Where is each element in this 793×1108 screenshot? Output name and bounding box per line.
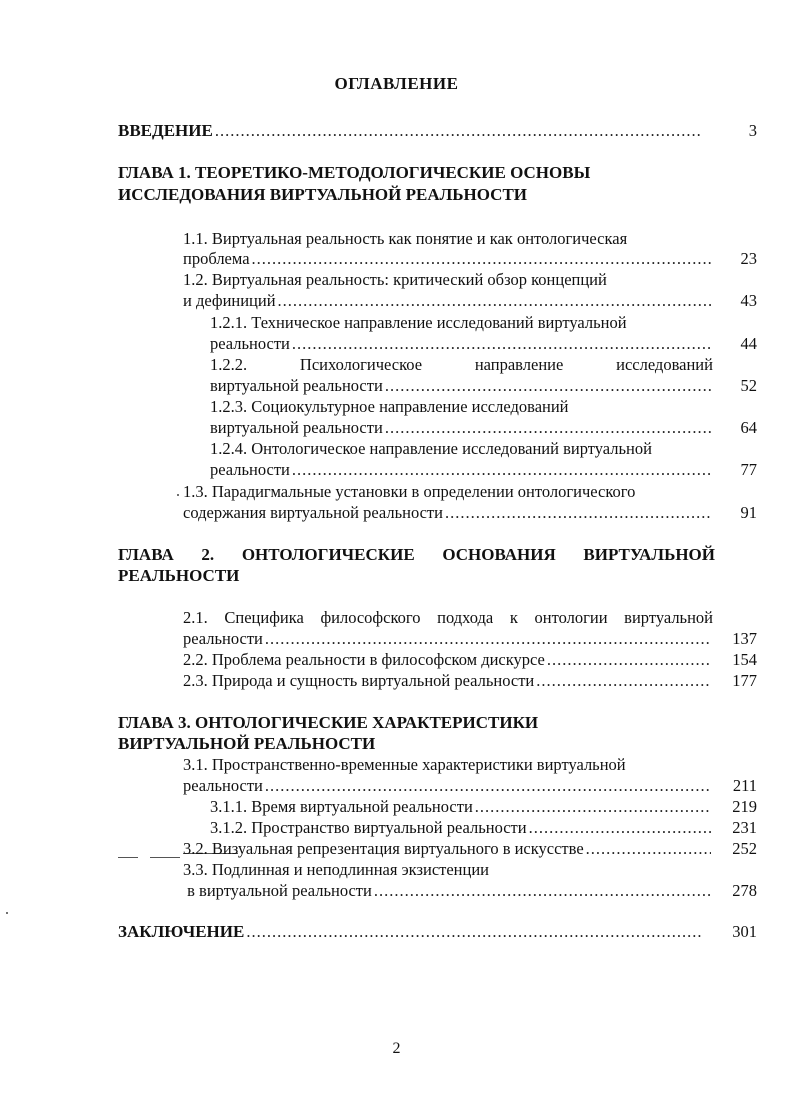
- toc-3-1-2-page: 231: [732, 818, 757, 837]
- leader-dots: [292, 333, 711, 354]
- word: ОНТОЛОГИЧЕСКИЕ: [241, 545, 415, 564]
- chapter1-heading-line1: ГЛАВА 1. ТЕОРЕТИКО-МЕТОДОЛОГИЧЕСКИЕ ОСНОВЫ: [118, 163, 591, 182]
- leader-dots: [278, 290, 711, 311]
- toc-2-1-line2: реальности: [183, 629, 263, 648]
- toc-row-1-2-4[interactable]: [210, 459, 713, 480]
- word: ОСНОВАНИЯ: [442, 545, 556, 564]
- toc-row-2-3[interactable]: [183, 670, 713, 691]
- toc-2-3-text: 2.3. Природа и сущность виртуальной реальности: [183, 671, 535, 690]
- toc-3-1-1-text: 3.1.1. Время виртуальной реальности: [210, 797, 473, 816]
- toc-1-1-page: 23: [740, 249, 757, 268]
- toc-2-2-text: 2.2. Проблема реальности в философском дискурсе: [183, 650, 545, 669]
- chapter2-heading-line1: [118, 544, 715, 565]
- leader-dots: [246, 921, 703, 942]
- toc-3-2-text: 3.2. Визуальная репрезентация виртуального в искусстве: [183, 839, 584, 858]
- toc-1-1-line1: 1.1. Виртуальная реальность как понятие и как онтологическая: [183, 229, 628, 248]
- intro-page: 3: [748, 121, 757, 140]
- toc-1-3-page: 91: [740, 503, 757, 522]
- leader-dots: [252, 248, 711, 269]
- toc-3-1-page: 211: [732, 776, 757, 795]
- toc-1-1-line2: проблема: [183, 249, 250, 268]
- leader-dots: [215, 120, 701, 141]
- word: направление: [474, 355, 564, 374]
- toc-1-3-line2: содержания виртуальной реальности: [183, 503, 443, 522]
- toc-2-1-line1: [183, 607, 713, 628]
- toc-row-1-2-2[interactable]: [210, 375, 713, 396]
- leader-dots: [265, 628, 711, 649]
- toc-1-2-3-line2: виртуальной реальности: [210, 418, 383, 437]
- toc-1-2-4-line2: реальности: [210, 460, 290, 479]
- intro-label: ВВЕДЕНИЕ: [118, 121, 213, 140]
- toc-3-1-line2: реальности: [183, 776, 263, 795]
- chapter1-heading-line2: ИССЛЕДОВАНИЯ ВИРТУАЛЬНОЙ РЕАЛЬНОСТИ: [118, 185, 528, 204]
- leader-dots: [547, 649, 711, 670]
- toc-1-2-3-line1: 1.2.3. Социокультурное направление исследований: [210, 397, 569, 416]
- page-title: ОГЛАВЛЕНИЕ: [334, 74, 459, 93]
- toc-1-2-1-page: 44: [740, 334, 757, 353]
- toc-row-3-3[interactable]: [183, 880, 713, 901]
- leader-dots: [385, 417, 711, 438]
- word: 2.: [201, 545, 215, 564]
- toc-1-2-1-line2: реальности: [210, 334, 290, 353]
- toc-1-2-4-page: 77: [740, 460, 757, 479]
- word: ВИРТУАЛЬНОЙ: [583, 545, 715, 564]
- toc-3-1-line1: 3.1. Пространственно-временные характеристики виртуальной: [183, 755, 626, 774]
- toc-1-2-2-line1: [210, 354, 713, 375]
- leader-dots: [385, 375, 711, 396]
- word: подхода: [437, 608, 494, 627]
- scan-mark: [150, 857, 180, 858]
- chapter3-heading-line2: ВИРТУАЛЬНОЙ РЕАЛЬНОСТИ: [118, 734, 376, 753]
- toc-1-2-2-page: 52: [740, 376, 757, 395]
- toc-1-2-page: 43: [740, 291, 757, 310]
- leader-dots: [529, 817, 711, 838]
- leader-dots: [536, 670, 711, 691]
- toc-3-2-page: 252: [732, 839, 757, 858]
- scan-mark: [118, 857, 138, 858]
- word: Специфика: [224, 608, 304, 627]
- toc-row-3-1-1[interactable]: [210, 796, 713, 817]
- word: виртуальной: [624, 608, 713, 627]
- chapter3-heading-line1: ГЛАВА 3. ОНТОЛОГИЧЕСКИЕ ХАРАКТЕРИСТИКИ: [118, 713, 539, 732]
- toc-1-2-3-page: 64: [740, 418, 757, 437]
- toc-1-2-4-line1: 1.2.4. Онтологическое направление исследований виртуальной: [210, 439, 652, 458]
- word: исследований: [616, 355, 713, 374]
- toc-row-intro[interactable]: [118, 120, 703, 141]
- scan-speck: [6, 912, 8, 914]
- toc-1-2-line1: 1.2. Виртуальная реальность: критический обзор концепций: [183, 270, 607, 289]
- toc-3-1-2-text: 3.1.2. Пространство виртуальной реальности: [210, 818, 527, 837]
- word: ГЛАВА: [118, 545, 174, 564]
- word: 2.1.: [183, 608, 208, 627]
- toc-row-3-1[interactable]: [183, 775, 713, 796]
- toc-row-2-2[interactable]: [183, 649, 713, 670]
- toc-1-3-line1: 1.3. Парадигмальные установки в определении онтологического: [183, 482, 636, 501]
- word: к: [509, 608, 518, 627]
- leader-dots: [265, 775, 711, 796]
- toc-2-3-page: 177: [732, 671, 757, 690]
- word: Психологическое: [299, 355, 423, 374]
- word: онтологии: [534, 608, 608, 627]
- leader-dots: [586, 838, 711, 859]
- toc-row-1-2-3[interactable]: [210, 417, 713, 438]
- toc-row-1-2[interactable]: [183, 290, 713, 311]
- word: 1.2.2.: [210, 355, 248, 374]
- toc-row-1-1[interactable]: [183, 248, 713, 269]
- leader-dots: [475, 796, 711, 817]
- toc-1-2-2-line2: виртуальной реальности: [210, 376, 383, 395]
- toc-2-2-page: 154: [732, 650, 757, 669]
- toc-row-conclusion[interactable]: [118, 921, 705, 942]
- leader-dots: [445, 502, 711, 523]
- leader-dots: [374, 880, 711, 901]
- toc-row-2-1[interactable]: [183, 628, 713, 649]
- word: философского: [320, 608, 421, 627]
- conclusion-page: 301: [732, 922, 757, 941]
- page-number: 2: [392, 1040, 401, 1057]
- toc-row-1-3[interactable]: [183, 502, 713, 523]
- toc-3-1-1-page: 219: [732, 797, 757, 816]
- toc-3-3-line1: 3.3. Подлинная и неподлинная экзистенции: [183, 860, 489, 879]
- toc-row-3-1-2[interactable]: [210, 817, 713, 838]
- leader-dots: [292, 459, 711, 480]
- toc-3-3-page: 278: [732, 881, 757, 900]
- toc-1-2-line2: и дефиниций: [183, 291, 276, 310]
- toc-1-2-1-line1: 1.2.1. Техническое направление исследований виртуальной: [210, 313, 627, 332]
- toc-row-3-2[interactable]: [183, 838, 713, 859]
- conclusion-label: ЗАКЛЮЧЕНИЕ: [118, 922, 245, 941]
- chapter2-heading-line2: РЕАЛЬНОСТИ: [118, 566, 240, 585]
- scan-speck: [177, 494, 179, 496]
- toc-row-1-2-1[interactable]: [210, 333, 713, 354]
- toc-2-1-page: 137: [732, 629, 757, 648]
- toc-3-3-line2: в виртуальной реальности: [183, 881, 372, 900]
